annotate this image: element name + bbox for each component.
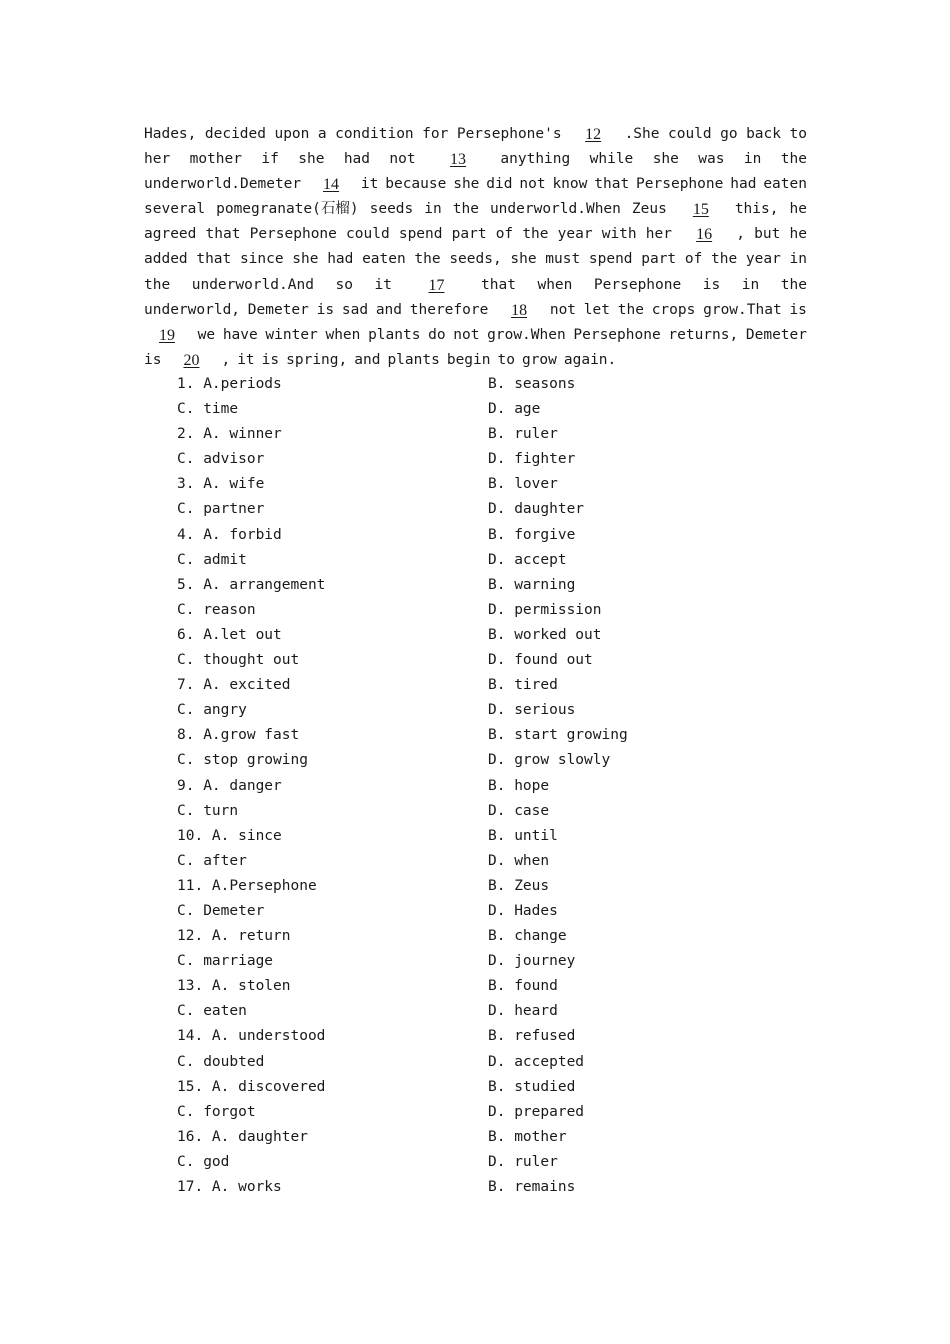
option-left: C. Demeter	[177, 902, 265, 919]
option-right: D. accept	[488, 551, 567, 568]
option-row	[0, 748, 950, 773]
option-right: D. found out	[488, 652, 593, 669]
passage-word: several	[144, 201, 206, 218]
option-left: C. time	[177, 401, 239, 418]
option-row	[0, 1050, 950, 1075]
option-row	[0, 1100, 950, 1125]
passage-line	[144, 222, 807, 247]
option-right: B. ruler	[488, 426, 558, 443]
option-right: B. lover	[488, 476, 558, 493]
option-row	[0, 999, 950, 1024]
passage-word: crops	[651, 301, 696, 318]
passage-word: know	[552, 176, 588, 193]
option-row	[0, 548, 950, 573]
passage-word: in	[789, 251, 807, 268]
blank-number: 16	[696, 226, 713, 244]
option-row	[0, 472, 950, 497]
passage-word: in	[743, 151, 762, 168]
option-right: B. worked out	[488, 626, 602, 643]
option-left: 15. A. discovered	[177, 1078, 326, 1095]
passage-word: underworld.Demeter	[144, 176, 302, 193]
passage-word: underworld,	[144, 301, 241, 318]
passage-word: plants	[368, 326, 421, 343]
passage-word: not	[453, 326, 480, 343]
passage-word: this,	[734, 201, 779, 218]
passage-word: .She	[624, 126, 660, 142]
passage-line	[144, 247, 807, 272]
option-row	[0, 497, 950, 522]
option-row	[0, 1150, 950, 1175]
option-row	[0, 397, 950, 422]
option-row	[0, 949, 950, 974]
passage-word: she	[298, 151, 325, 168]
passage-word: the	[780, 276, 807, 293]
option-right: B. remains	[488, 1179, 576, 1195]
passage-word: that	[196, 251, 232, 268]
option-row	[0, 447, 950, 472]
passage-word: ,	[736, 226, 745, 243]
passage-word: added	[144, 251, 188, 268]
option-row	[0, 974, 950, 999]
option-left: 3. A. wife	[177, 476, 265, 493]
passage-word: was	[698, 151, 725, 168]
passage-word: Persephone	[593, 276, 682, 293]
passage-word: eaten	[362, 251, 406, 268]
option-right: B. refused	[488, 1028, 576, 1045]
passage-word: year	[557, 226, 593, 243]
option-right: B. found	[488, 978, 558, 995]
passage-word: the	[780, 151, 807, 168]
passage-word: underworld.And	[191, 276, 314, 293]
passage-word: had	[327, 251, 354, 268]
option-left: 4. A. forbid	[177, 526, 282, 543]
passage-word: that	[205, 226, 241, 243]
passage-word: it	[237, 351, 255, 368]
option-row	[0, 723, 950, 748]
passage-word: she	[652, 151, 679, 168]
option-right: B. tired	[488, 677, 558, 694]
passage-line	[144, 197, 807, 222]
passage-word: while	[589, 151, 634, 168]
passage-word: he	[789, 226, 807, 243]
passage-word: she	[510, 251, 537, 268]
option-right: B. studied	[488, 1078, 576, 1095]
passage-word: again.	[563, 351, 617, 368]
passage-word: eaten	[763, 176, 807, 193]
passage-word: year	[745, 251, 781, 268]
passage-line	[144, 323, 807, 348]
option-right: D. serious	[488, 702, 576, 719]
blank-number: 17	[428, 276, 445, 294]
option-left: 13. A. stolen	[177, 978, 291, 995]
option-right: B. start growing	[488, 727, 628, 744]
option-right: D. age	[488, 401, 541, 418]
passage-word: spend	[588, 251, 633, 268]
option-right: B. hope	[488, 777, 550, 794]
passage-word: Zeus	[631, 201, 667, 218]
passage-word: is	[316, 301, 335, 318]
option-left: 12. A. return	[177, 928, 291, 945]
passage-line	[144, 122, 807, 147]
passage-word: when	[325, 326, 361, 343]
option-row	[0, 648, 950, 673]
passage-word: it	[374, 276, 392, 293]
option-row	[0, 824, 950, 849]
passage-word: pomegranate(石榴)	[216, 201, 359, 218]
option-row	[0, 698, 950, 723]
option-row	[0, 1024, 950, 1049]
passage-word: seeds,	[449, 251, 502, 268]
option-left: C. thought out	[177, 652, 300, 669]
passage-word: spend	[398, 226, 443, 243]
option-left: C. doubted	[177, 1053, 265, 1070]
blank-number: 18	[511, 301, 528, 319]
option-right: D. grow slowly	[488, 752, 611, 769]
option-right: D. daughter	[488, 501, 585, 518]
option-right: D. when	[488, 852, 550, 869]
passage-word: had	[730, 176, 757, 193]
passage-word: condition	[335, 126, 414, 142]
option-left: 2. A. winner	[177, 426, 282, 443]
option-left: C. admit	[177, 551, 247, 568]
cloze-passage	[144, 122, 807, 373]
passage-word: that	[481, 276, 516, 293]
passage-word: the	[414, 251, 441, 268]
passage-word: mother	[189, 151, 242, 168]
option-left: 8. A.grow fast	[177, 727, 300, 744]
passage-word: not	[549, 301, 577, 318]
blank-number: 14	[323, 176, 340, 194]
passage-word: begin	[446, 351, 491, 368]
passage-word: her	[144, 151, 171, 168]
passage-word: she	[292, 251, 319, 268]
option-left: C. after	[177, 852, 247, 869]
option-left: 10. A. since	[177, 827, 282, 844]
passage-word: to	[789, 126, 807, 142]
option-right: D. case	[488, 802, 550, 819]
option-row	[0, 422, 950, 447]
option-row	[0, 874, 950, 899]
passage-word: seeds	[369, 201, 414, 218]
option-left: C. partner	[177, 501, 265, 518]
passage-word: the	[617, 301, 644, 318]
passage-word: grow	[521, 351, 557, 368]
option-right: B. change	[488, 928, 567, 945]
passage-word: and	[375, 301, 403, 318]
passage-word: could	[346, 226, 390, 243]
passage-word: could	[667, 126, 712, 142]
option-left: 9. A. danger	[177, 777, 282, 794]
option-left: C. turn	[177, 802, 239, 819]
passage-word: returns,	[668, 326, 739, 343]
passage-word: and	[354, 351, 381, 368]
passage-word: part	[641, 251, 677, 268]
option-left: 5. A. arrangement	[177, 576, 326, 593]
blank-number: 13	[450, 151, 467, 169]
passage-word: did	[486, 176, 513, 193]
passage-word: let	[583, 301, 610, 318]
passage-word: Persephone	[249, 226, 337, 243]
passage-line	[144, 348, 807, 373]
option-row	[0, 924, 950, 949]
passage-word: not	[519, 176, 546, 193]
option-row	[0, 573, 950, 598]
passage-word: must	[545, 251, 581, 268]
option-row	[0, 623, 950, 648]
passage-word: Persephone	[573, 326, 661, 343]
option-row	[0, 673, 950, 698]
passage-line	[144, 298, 807, 323]
passage-word: decided	[204, 126, 266, 142]
passage-word: that	[594, 176, 630, 193]
passage-word: it	[360, 176, 379, 193]
option-right: D. Hades	[488, 902, 558, 919]
passage-word: is	[789, 301, 807, 318]
passage-word: of	[495, 226, 514, 243]
option-left: 7. A. excited	[177, 677, 291, 694]
option-right: B. seasons	[488, 376, 576, 392]
passage-word: since	[239, 251, 284, 268]
passage-word: for	[422, 126, 449, 142]
option-row	[0, 899, 950, 924]
passage-word: sad	[341, 301, 369, 318]
option-left: 16. A. daughter	[177, 1128, 308, 1145]
passage-word: had	[343, 151, 371, 168]
option-right: B. until	[488, 827, 558, 844]
option-left: 17. A. works	[177, 1179, 282, 1195]
passage-word: because	[385, 176, 447, 193]
passage-word: but	[754, 226, 781, 243]
passage-word: not	[389, 151, 416, 168]
option-row	[0, 1075, 950, 1100]
option-right: D. heard	[488, 1003, 558, 1020]
passage-word: is	[144, 351, 162, 368]
option-left: 14. A. understood	[177, 1028, 326, 1045]
option-right: B. warning	[488, 576, 576, 593]
passage-word: we	[197, 326, 216, 343]
answer-options-list	[0, 372, 950, 1200]
passage-line	[144, 172, 807, 197]
option-row	[0, 799, 950, 824]
passage-word: upon	[274, 126, 310, 142]
option-right: B. mother	[488, 1128, 567, 1145]
option-row	[0, 1175, 950, 1200]
passage-word: he	[789, 201, 807, 218]
passage-word: spring,	[286, 351, 348, 368]
passage-line	[144, 147, 807, 172]
option-left: C. angry	[177, 702, 247, 719]
passage-word: agreed	[144, 226, 197, 243]
option-right: D. ruler	[488, 1153, 558, 1170]
option-right: B. forgive	[488, 526, 576, 543]
passage-word: Demeter	[247, 301, 309, 318]
passage-word: ,	[221, 351, 231, 368]
option-row	[0, 598, 950, 623]
passage-word: if	[261, 151, 279, 168]
passage-word: underworld.When	[489, 201, 621, 218]
blank-number: 20	[183, 351, 200, 369]
passage-word: plants	[387, 351, 440, 368]
passage-word: in	[741, 276, 760, 293]
passage-word: the	[711, 251, 738, 268]
option-row	[0, 1125, 950, 1150]
option-left: C. marriage	[177, 953, 274, 970]
passage-line	[144, 273, 807, 298]
option-left: C. advisor	[177, 451, 265, 468]
passage-word: is	[702, 276, 721, 293]
passage-word: go	[720, 126, 738, 142]
option-left: 1. A.periods	[177, 376, 282, 392]
passage-word: of	[684, 251, 703, 268]
option-left: C. eaten	[177, 1003, 247, 1020]
option-right: D. permission	[488, 601, 602, 618]
option-row	[0, 849, 950, 874]
passage-word: her	[645, 226, 672, 243]
passage-word: back	[746, 126, 781, 142]
passage-word: Hades,	[144, 126, 197, 142]
option-left: C. stop growing	[177, 752, 308, 769]
option-right: B. Zeus	[488, 877, 550, 894]
option-right: D. accepted	[488, 1053, 585, 1070]
passage-word: Persephone	[636, 176, 724, 193]
option-right: D. journey	[488, 953, 576, 970]
option-left: C. reason	[177, 601, 256, 618]
passage-word: a	[317, 126, 327, 142]
blank-number: 15	[692, 201, 709, 219]
passage-word: anything	[500, 151, 571, 168]
option-left: C. forgot	[177, 1103, 256, 1120]
passage-word: when	[537, 276, 573, 293]
passage-word: Demeter	[745, 326, 807, 343]
passage-word: therefore	[409, 301, 489, 318]
option-left: 11. A.Persephone	[177, 877, 317, 894]
option-right: D. prepared	[488, 1103, 585, 1120]
passage-word: with	[601, 226, 637, 243]
passage-word: in	[424, 201, 442, 218]
passage-word: part	[451, 226, 487, 243]
blank-number: 19	[159, 326, 175, 344]
option-row	[0, 372, 950, 397]
option-row	[0, 523, 950, 548]
passage-word: grow.When	[487, 326, 566, 343]
blank-number: 12	[585, 126, 602, 143]
passage-word: the	[522, 226, 549, 243]
passage-word: to	[497, 351, 515, 368]
passage-word: the	[452, 201, 479, 218]
passage-word: grow.That	[703, 301, 782, 318]
option-left: C. god	[177, 1153, 230, 1170]
passage-word: do	[428, 326, 446, 343]
option-left: 6. A.let out	[177, 626, 282, 643]
passage-word: have	[222, 326, 258, 343]
passage-word: she	[453, 176, 480, 193]
passage-word: the	[144, 276, 171, 293]
option-row	[0, 774, 950, 799]
passage-word: is	[261, 351, 280, 368]
passage-word: Persephone's	[456, 126, 562, 142]
passage-word: winter	[265, 326, 318, 343]
passage-word: so	[335, 276, 353, 293]
option-right: D. fighter	[488, 451, 576, 468]
